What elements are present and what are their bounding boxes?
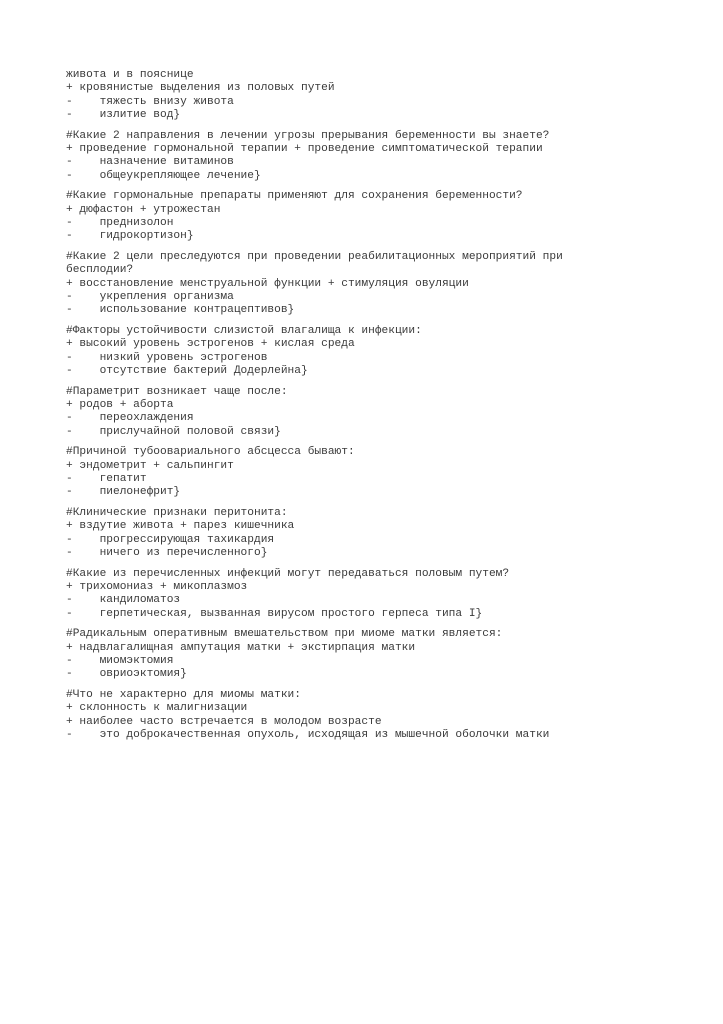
text-line: - прислучайной половой связи}	[66, 425, 281, 438]
text-line: + надвлагалищная ампутация матки + экстирпация матки	[66, 641, 416, 654]
text-line: + вздутие живота + парез кишечника	[66, 520, 295, 533]
text-line: + трихомониаз + микоплазмоз	[66, 581, 248, 594]
text-line: - использование контрацептивов}	[66, 304, 295, 317]
text-line: - овриоэктомия}	[66, 668, 187, 681]
question-block	[66, 386, 686, 439]
text-line: - пиелонефрит}	[66, 486, 181, 499]
text-line: #Какие 2 направления в лечении угрозы прерывания беременности вы знаете?	[66, 129, 550, 142]
text-line: - ничего из перечисленного}	[66, 547, 268, 559]
text-line: #Клинические признаки перитонита:	[66, 507, 288, 520]
text-line: - прогрессирующая тахикардия	[66, 533, 275, 546]
text-line: + кровянистые выделения из половых путей	[66, 82, 335, 95]
question-block	[66, 69, 686, 122]
question-block	[66, 325, 686, 378]
text-line: + эндометрит + сальпингит	[66, 459, 234, 472]
text-line: + дюфастон + утрожестан	[66, 203, 221, 216]
question-block	[66, 251, 686, 317]
text-line: - это доброкачественная опухоль, исходящая из мышечной оболочки матки	[66, 729, 550, 742]
text-line: - кандиломатоз	[66, 594, 181, 607]
text-line: #Причиной тубоовариального абсцесса бывают:	[66, 446, 355, 459]
text-line: - излитие вод}	[66, 108, 181, 121]
text-line: - преднизолон	[66, 216, 174, 229]
text-line: - низкий уровень эстрогенов	[66, 351, 268, 364]
question-block	[66, 507, 686, 560]
question-block	[66, 446, 686, 499]
text-line: #Параметрит возникает чаще после:	[66, 385, 288, 398]
text-line: + родов + аборта	[66, 399, 174, 412]
text-line: - герпетическая, вызванная вирусом простого герпеса типа I}	[66, 607, 483, 620]
text-line: - отсутствие бактерий Додерлейна}	[66, 364, 308, 377]
text-line: #Какие 2 цели преследуются при проведении реабилитационных мероприятий при	[66, 251, 563, 264]
question-block	[66, 628, 686, 681]
text-line: #Факторы устойчивости слизистой влагалища к инфекции:	[66, 325, 422, 338]
text-line: - гидрокортизон}	[66, 230, 194, 243]
text-line: #Что не характерно для миомы матки:	[66, 689, 301, 702]
question-block	[66, 130, 686, 183]
text-line: живота и в пояснице	[66, 69, 194, 81]
text-line: - укрепления организма	[66, 290, 234, 303]
text-line: - назначение витаминов	[66, 156, 234, 169]
text-line: - тяжесть внизу живота	[66, 95, 234, 108]
text-line: + проведение гормональной терапии + проведение симптоматической терапии	[66, 142, 543, 155]
question-block	[66, 689, 686, 742]
document-page	[66, 69, 686, 750]
text-line: + высокий уровень эстрогенов + кислая среда	[66, 338, 355, 351]
text-line: - гепатит	[66, 473, 147, 486]
text-line: + наиболее часто встречается в молодом возрасте	[66, 715, 382, 728]
text-line: #Какие из перечисленных инфекций могут передаваться половым путем?	[66, 567, 510, 580]
text-line: + склонность к малигнизации	[66, 702, 248, 715]
question-block	[66, 190, 686, 243]
question-block	[66, 568, 686, 621]
text-line: + восстановление менструальной функции + стимуляция овуляции	[66, 277, 469, 290]
text-line: - миомэктомия	[66, 655, 174, 668]
text-line: #Какие гормональные препараты применяют для сохранения беременности?	[66, 190, 523, 203]
text-line: #Радикальным оперативным вмешательством при миоме матки является:	[66, 628, 503, 641]
text-line: бесплодии?	[66, 264, 134, 277]
text-line: - переохлаждения	[66, 412, 194, 425]
text-line: - общеукрепляющее лечение}	[66, 169, 261, 182]
